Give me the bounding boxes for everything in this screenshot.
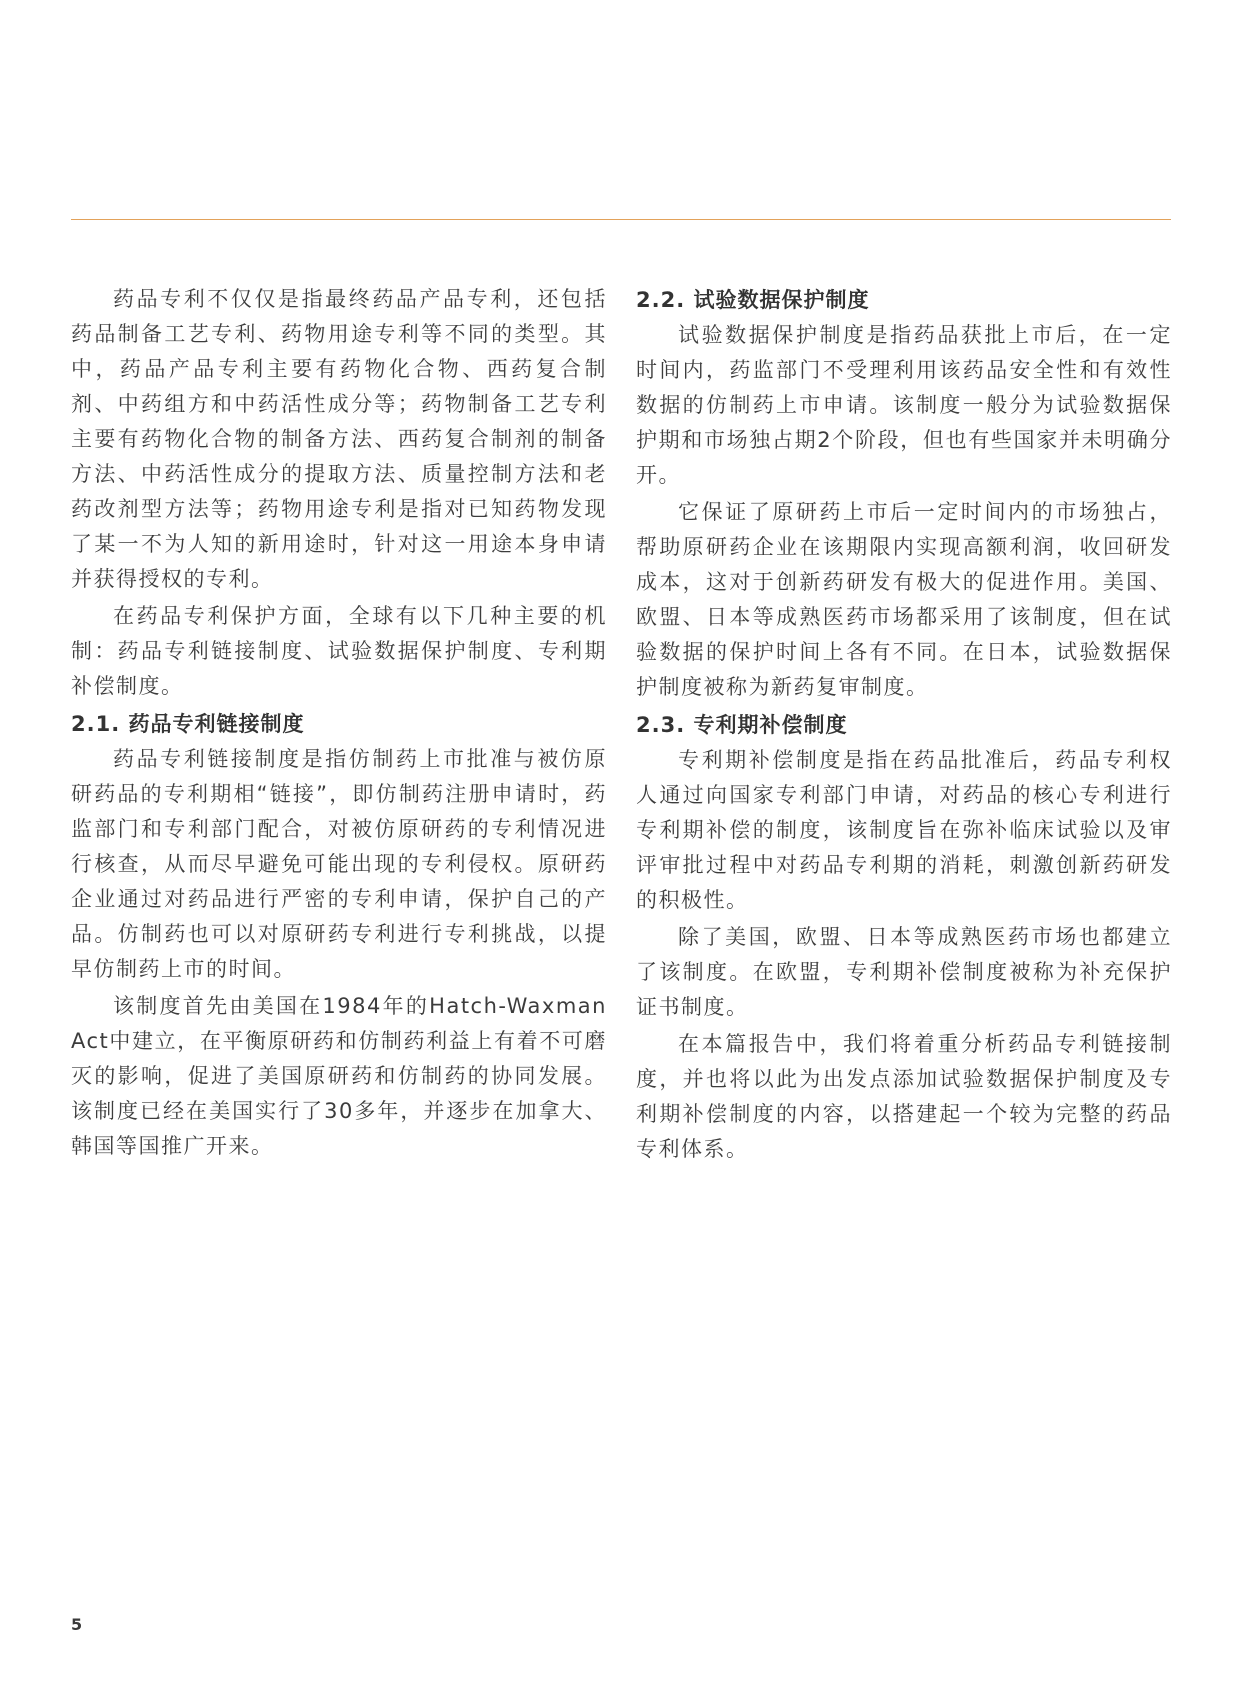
section-heading-2-2: 2.2. 试验数据保护制度	[636, 288, 870, 312]
paragraph-patent-linkage-definition: 药品专利链接制度是指仿制药上市批准与被仿原研药品的专利期相“链接”，即仿制药注册申请时，药监部门和专利部门配合，对被仿原研药的专利情况进行核查，从而尽早避免可能出现的专利侵权。原研药企业通过对药品进行严密的专利申请，保护自己的产品。仿制药也可以对原研药专利进行专利挑战，以提早仿制药上市的时间。	[71, 747, 607, 981]
left-column	[71, 282, 607, 1166]
section-heading-2-3: 2.3. 专利期补偿制度	[636, 713, 848, 737]
paragraph-term-extension-regions: 除了美国，欧盟、日本等成熟医药市场也都建立了该制度。在欧盟，专利期补偿制度被称为补充保护证书制度。	[636, 925, 1172, 1019]
paragraph-data-protection-effect: 它保证了原研药上市后一定时间内的市场独占，帮助原研药企业在该期限内实现高额利润，收回研发成本，这对于创新药研发有极大的促进作用。美国、欧盟、日本等成熟医药市场都采用了该制度，但在试验数据的保护时间上各有不同。在日本，试验数据保护制度被称为新药复审制度。	[636, 500, 1172, 699]
paragraph-report-scope: 在本篇报告中，我们将着重分析药品专利链接制度，并也将以此为出发点添加试验数据保护制度及专利期补偿制度的内容，以搭建起一个较为完整的药品专利体系。	[636, 1032, 1172, 1161]
section-heading-2-1: 2.1. 药品专利链接制度	[71, 712, 305, 736]
paragraph-hatch-waxman: 该制度首先由美国在1984年的Hatch-Waxman Act中建立，在平衡原研药和仿制药利益上有着不可磨灭的影响，促进了美国原研药和仿制药的协同发展。该制度已经在美国实行了30多年，并逐步在加拿大、韩国等国推广开来。	[71, 994, 607, 1158]
page-number: 5	[71, 1615, 83, 1634]
paragraph-term-extension-definition: 专利期补偿制度是指在药品批准后，药品专利权人通过向国家专利部门申请，对药品的核心专利进行专利期补偿的制度，该制度旨在弥补临床试验以及审评审批过程中对药品专利期的消耗，刺激创新药研发的积极性。	[636, 748, 1172, 912]
paragraph-protection-mechanisms: 在药品专利保护方面，全球有以下几种主要的机制：药品专利链接制度、试验数据保护制度、专利期补偿制度。	[71, 604, 607, 698]
header-divider	[71, 219, 1171, 220]
paragraph-drug-patent-types: 药品专利不仅仅是指最终药品产品专利，还包括药品制备工艺专利、药物用途专利等不同的类型。其中，药品产品专利主要有药物化合物、西药复合制剂、中药组方和中药活性成分等；药物制备工艺专利主要有药物化合物的制备方法、西药复合制剂的制备方法、中药活性成分的提取方法、质量控制方法和老药改剂型方法等；药物用途专利是指对已知药物发现了某一不为人知的新用途时，针对这一用途本身申请并获得授权的专利。	[71, 287, 607, 591]
right-column	[636, 282, 1172, 1169]
paragraph-data-protection-definition: 试验数据保护制度是指药品获批上市后，在一定时间内，药监部门不受理利用该药品安全性和有效性数据的仿制药上市申请。该制度一般分为试验数据保护期和市场独占期2个阶段，但也有些国家并未明确分开。	[636, 323, 1172, 487]
